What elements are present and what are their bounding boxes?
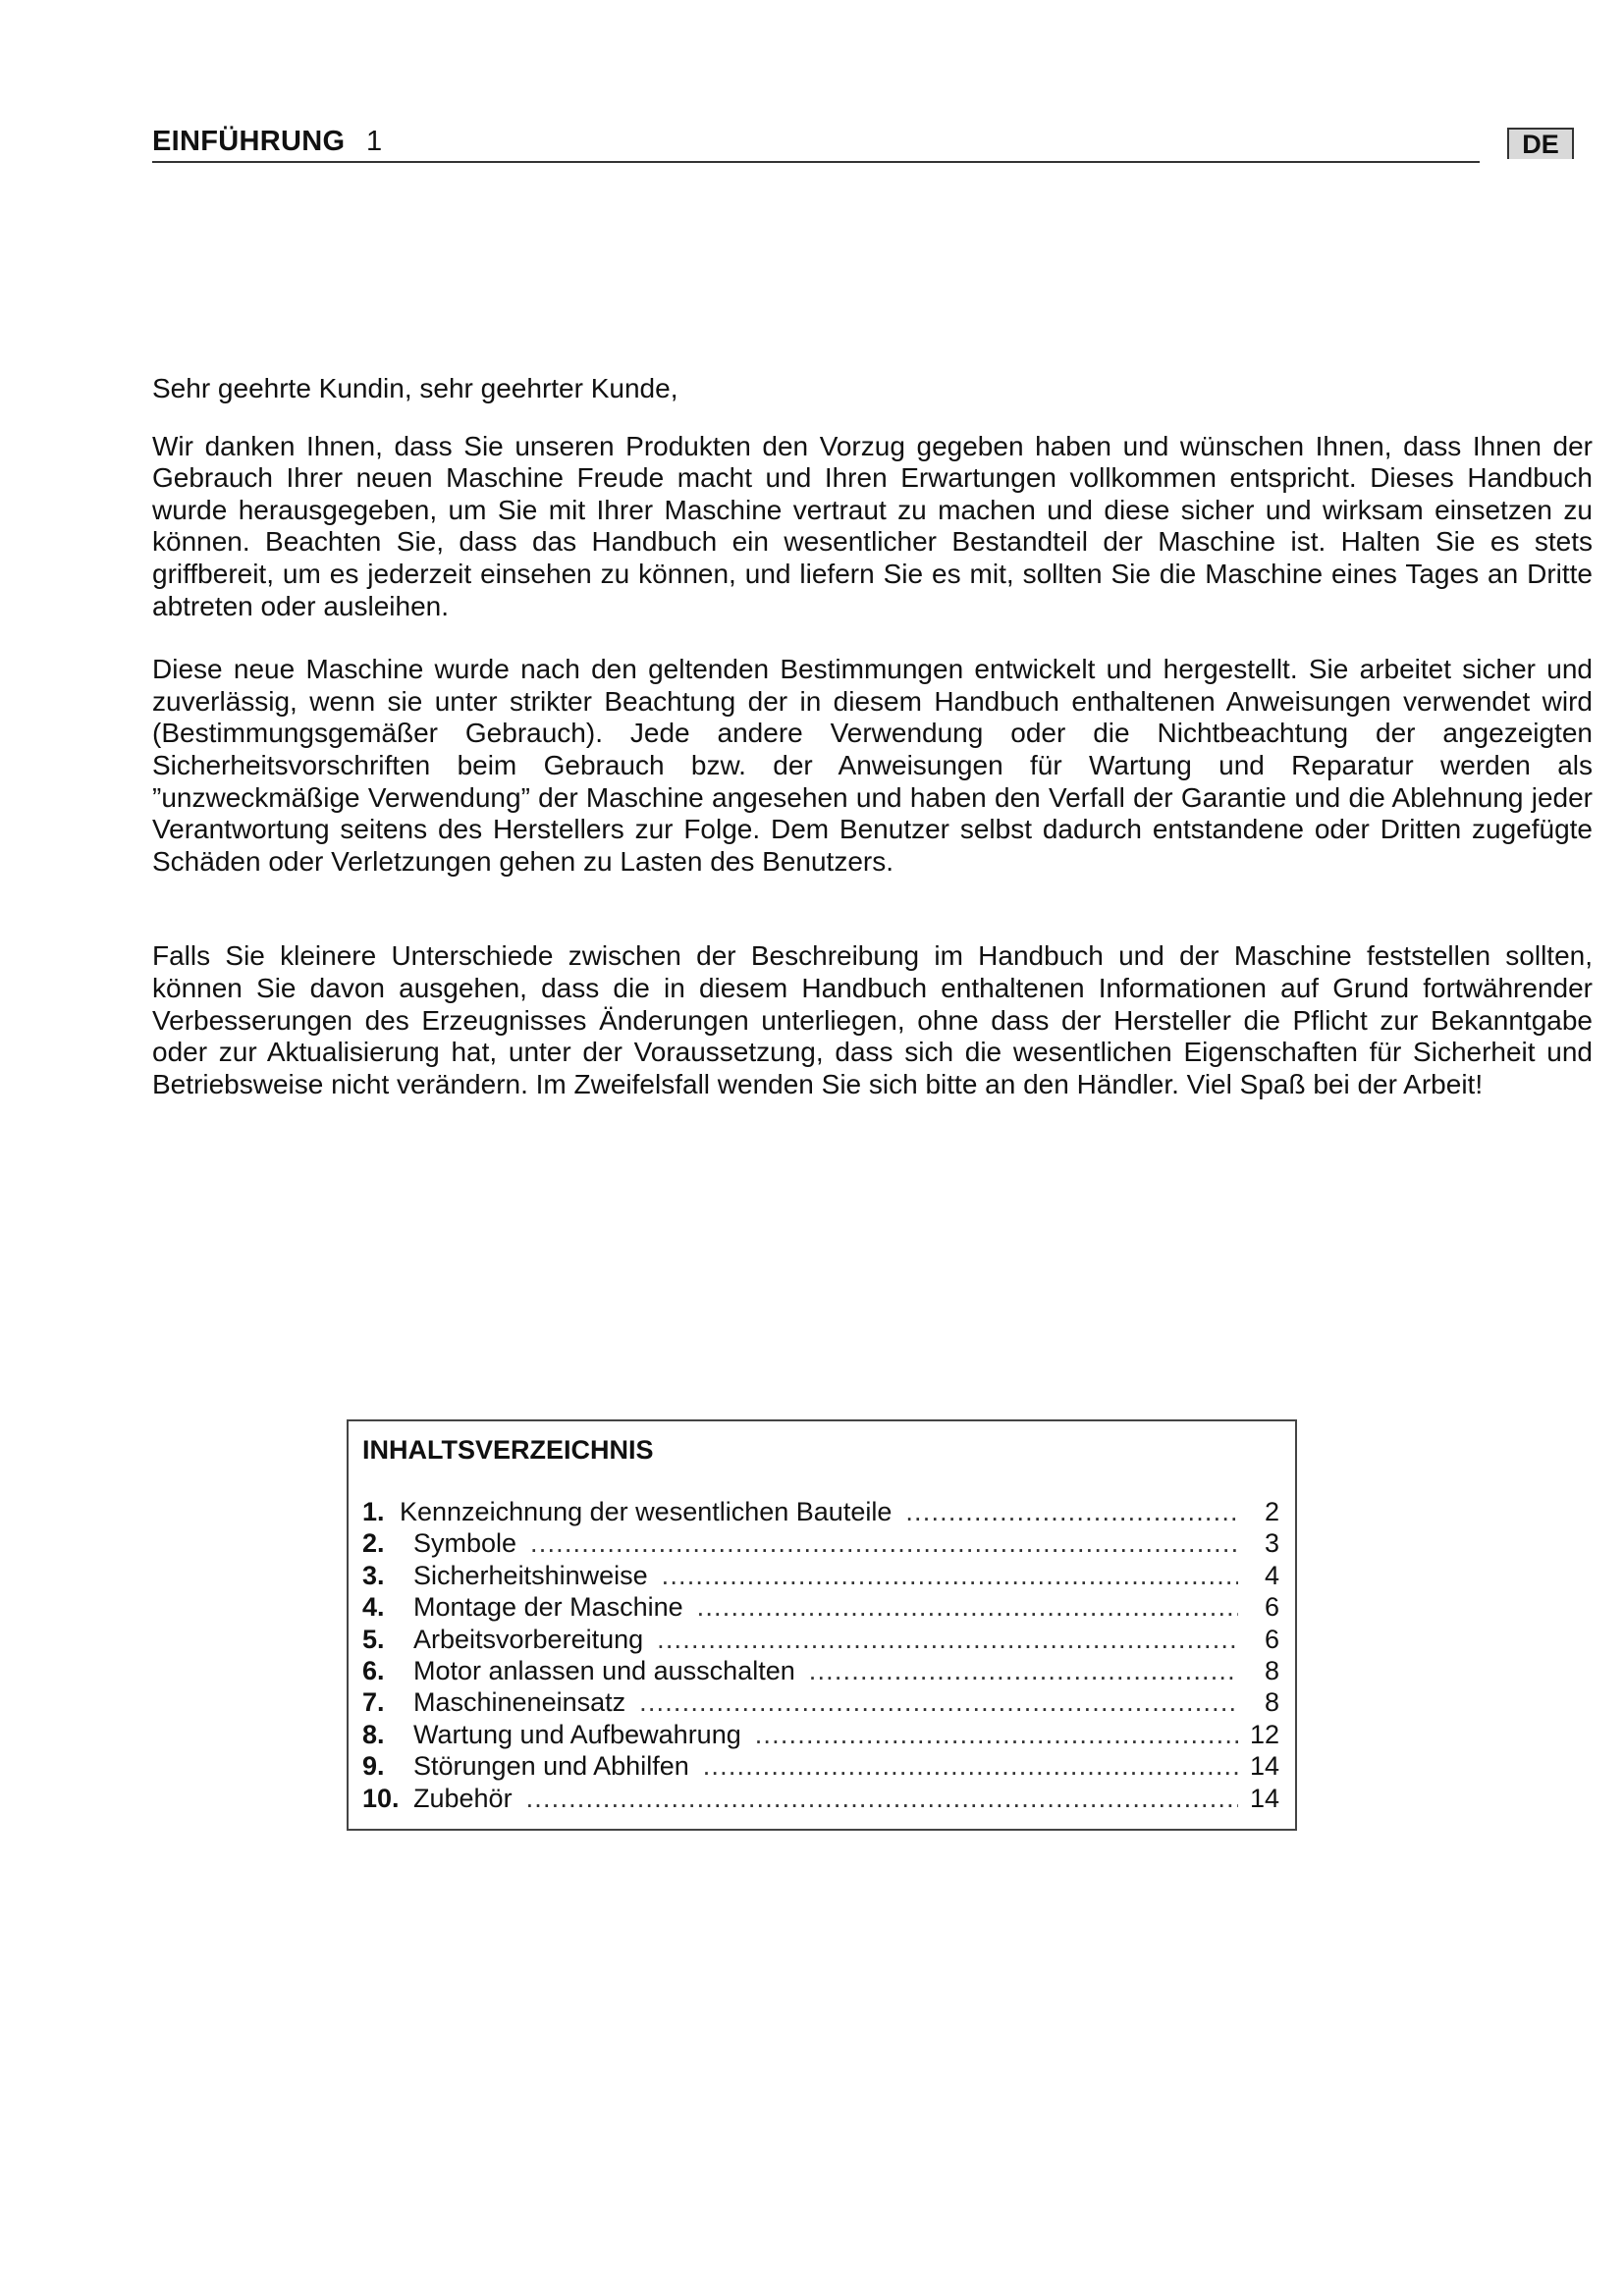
toc-leader-dots [755,1719,1238,1750]
toc-entry [362,1719,1279,1750]
language-badge: DE [1507,128,1574,159]
toc-entry-page: 4 [1264,1560,1279,1590]
toc-entry-number: 9. [362,1751,385,1782]
toc-entry-label: Zubehör [413,1783,513,1813]
toc-entry-page: 8 [1264,1687,1279,1718]
page-header [152,126,1559,163]
toc-entry [362,1686,1279,1718]
toc-entry-number: 8. [362,1719,385,1749]
toc-entry-label: Wartung und Aufbewahrung [413,1719,741,1749]
toc-entry-page: 3 [1264,1528,1279,1559]
toc-entry-number: 3. [362,1560,385,1590]
toc-entry-number: 7. [362,1687,385,1718]
intro-text [152,373,1593,1100]
toc-entry-page: 14 [1250,1751,1280,1782]
toc-leader-dots [703,1750,1238,1782]
toc-entry-number: 10. [362,1783,400,1813]
toc-entry-label: Symbole [413,1528,517,1559]
toc-entry [362,1527,1279,1559]
toc-entry-number: 6. [362,1655,385,1685]
toc-leader-dots [526,1783,1238,1814]
salutation: Sehr geehrte Kundin, sehr geehrter Kunde, [152,373,678,403]
toc-leader-dots [809,1655,1238,1686]
toc-entry-number: 5. [362,1624,385,1654]
toc-entry-label: Störungen und Abhilfen [413,1751,689,1782]
toc-entry-page: 6 [1264,1624,1279,1654]
toc-entry-label: Maschineneinsatz [413,1687,626,1718]
toc-entry-label: Arbeitsvorbereitung [413,1624,644,1654]
toc-entry [362,1783,1279,1814]
toc-entry [362,1750,1279,1782]
intro-paragraph: Diese neue Maschine wurde nach den geltenden Bestimmungen entwickelt und hergestellt. Sie arbeitet sicher und zuverlässig, wenn sie unter strikter Beachtung der in diesem Handbuch enthaltenen Anweisungen verwendet wird (Bestimmungsgemäßer Gebrauch). Jede andere Verwendung oder die Nichtbeachtung der angezeigten Sicherheitsvorschriften beim Gebrauch bzw. der Anweisungen für Wartung und Reparatur werden als ”unzweckmäßige Verwendung” der Maschine angesehen und haben den Verfall der Garantie und die Ablehnung jeder Verantwortung seitens des Herstellers zur Folge. Dem Benutzer selbst dadurch entstandene oder Dritten zugefügte Schäden oder Verletzungen gehen zu Lasten des Benutzers. [152,654,1593,877]
toc-leader-dots [530,1527,1238,1559]
toc-entry-page: 6 [1264,1592,1279,1623]
toc-entry [362,1560,1279,1591]
toc-leader-dots [662,1560,1238,1591]
toc-entry-page: 8 [1264,1655,1279,1685]
toc-leader-dots [905,1496,1238,1527]
toc-leader-dots [639,1686,1238,1718]
toc-entry-number: 2. [362,1528,385,1559]
toc-entry-label: Kennzeichnung der wesentlichen Bauteile [400,1497,893,1526]
toc-list [362,1496,1279,1814]
toc-entry-label: Sicherheitshinweise [413,1560,648,1590]
toc-entry [362,1655,1279,1686]
toc-entry-number: 4. [362,1592,385,1623]
toc-entry-number: 1. [362,1497,385,1526]
table-of-contents [347,1419,1297,1831]
toc-entry-page: 12 [1250,1719,1280,1749]
toc-title: INHALTSVERZEICHNIS [362,1435,654,1465]
toc-leader-dots [657,1624,1238,1655]
page-number: 1 [366,126,383,157]
toc-leader-dots [697,1591,1238,1623]
toc-entry [362,1624,1279,1655]
toc-entry-page: 2 [1264,1497,1279,1526]
intro-paragraph: Falls Sie kleinere Unterschiede zwischen der Beschreibung im Handbuch und der Maschine feststellen sollten, können Sie davon ausgehen, dass die in diesem Handbuch enthaltenen Informationen auf Grund fortwährender Verbesserungen des Erzeugnisses Änderungen unterliegen, ohne dass der Hersteller die Pflicht zur Bekanntgabe oder zur Aktualisierung hat, unter der Voraussetzung, dass sich die wesentlichen Eigenschaften für Sicherheit und Betriebsweise nicht verändern. Im Zweifelsfall wenden Sie sich bitte an den Händler. Viel Spaß bei der Arbeit! [152,940,1593,1099]
toc-entry [362,1496,1279,1527]
toc-entry-label: Montage der Maschine [413,1592,683,1623]
toc-entry-page: 14 [1250,1783,1280,1813]
intro-paragraph: Wir danken Ihnen, dass Sie unseren Produkten den Vorzug gegeben haben und wünschen Ihnen, dass Ihnen der Gebrauch Ihrer neuen Maschine Freude macht und Ihren Erwartungen vollkommen entspricht. Dieses Handbuch wurde herausgegeben, um Sie mit Ihrer Maschine vertraut zu machen und diese sicher und wirksam einsetzen zu können. Beachten Sie, dass das Handbuch ein wesentlicher Bestandteil der Maschine ist. Halten Sie es stets griffbereit, um es jederzeit einsehen zu können, und liefern Sie es mit, sollten Sie die Maschine eines Tages an Dritte abtreten oder ausleihen. [152,430,1593,621]
section-title: EINFÜHRUNG [152,126,346,157]
toc-entry [362,1591,1279,1623]
toc-entry-label: Motor anlassen und ausschalten [413,1655,795,1685]
